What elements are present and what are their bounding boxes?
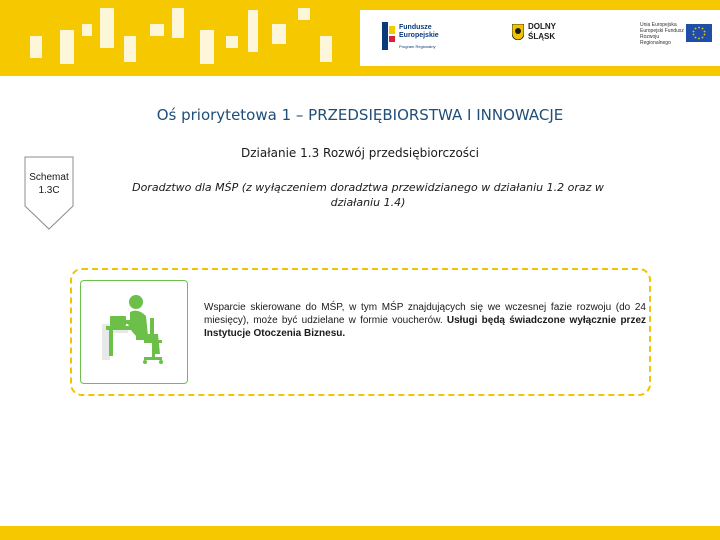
funds-logo-icon [382,22,396,50]
schema-label [24,171,74,197]
funds-logo-name: Fundusze Europejskie [399,24,439,39]
page-subtitle: Działanie 1.3 Rozwój przedsiębiorczości [241,146,479,160]
eu-logo-text [640,22,684,46]
region-logo [512,22,572,52]
region-crest-icon [512,24,524,40]
banner-pattern-decoration [0,0,360,76]
page-title: Oś priorytetowa 1 – PRZEDSIĘBIORSTWA I INNOWACJE [156,106,564,124]
funds-logo-program: Program Regionalny [399,44,436,49]
eu-fund: Europejski Fundusz Rozwoju Regionalnego [640,28,684,46]
footer-bar [0,526,720,540]
info-card [70,268,651,396]
header-banner [0,0,720,76]
person-at-desk-icon [80,280,188,384]
eu-logo [640,20,716,56]
card-description [204,301,646,340]
schema-description: Doradztwo dla MŚP (z wyłączeniem doradztwa przewidzianego w działaniu 1.2 oraz w działaniu 1.4) [132,181,604,209]
card-text-bold: Usługi będą świadczone wyłącznie przez Instytucje Otoczenia Biznesu. [204,315,647,339]
schema-label-line1: Schemat [29,172,69,183]
region-logo-name: DOLNY ŚLĄSK [528,22,556,41]
schema-label-line2: 1.3C [38,185,60,196]
eu-flag-icon [686,24,712,42]
logos-strip [360,10,720,66]
funds-logo [382,18,452,58]
card-text-plain: Wsparcie skierowane do MŚP, w tym MŚP znajdujących się we wczesnej fazie rozwoju (do 24 miesięcy), może być udzielane w formie voucherów. [204,302,646,326]
eu-name: Unia Europejska [640,22,677,28]
